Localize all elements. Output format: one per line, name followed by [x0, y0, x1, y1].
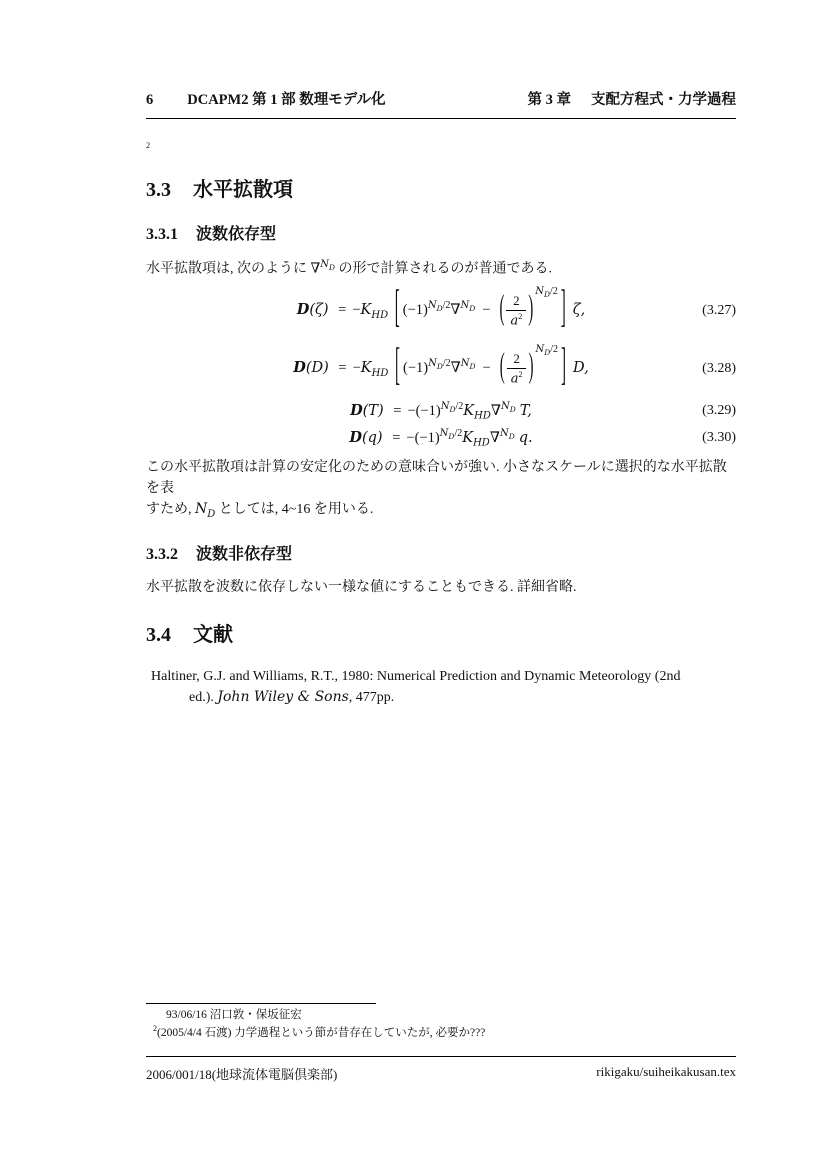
reference-publisher: John Wiley & Sons [217, 689, 349, 706]
page-number: 6 [146, 92, 154, 108]
document-page [146, 88, 736, 708]
page-footer [146, 1056, 736, 1083]
stray-footnote-mark: 2 [146, 141, 151, 150]
subsection-title: 波数依存型 [196, 226, 277, 243]
equation-3-28 [146, 342, 736, 396]
inline-nabla: ∇ [310, 261, 321, 277]
header-part-title: DCAPM2 第 1 部 数理モデル化 [187, 92, 386, 108]
footer-right: rikigaku/suiheikakusan.tex [596, 1064, 736, 1079]
left-paren: ( [499, 291, 505, 328]
subsection-number: 3.3.2 [146, 546, 178, 564]
header-left [146, 88, 385, 109]
script-D: D [349, 428, 362, 446]
equation-math: $D(D) = -K_{HD}$ [ $(-1)^{N_D/2}\nabla^{N_D}$ − ( $\frac{2}{a^2}$ ) $^{N_D/2}$ ] D, [293, 351, 589, 386]
header-chapter: 第 3 章 [527, 92, 571, 108]
fraction: $\frac{2}{a^2}$ [506, 293, 526, 328]
nondependent-paragraph: 水平拡散を波数に依存しない一様な値にすることもできる. 詳細省略. [146, 580, 577, 596]
section-number: 3.3 [146, 179, 171, 201]
script-D: D [350, 401, 363, 419]
equation-number: (3.27) [702, 302, 736, 318]
script-D: D [293, 358, 306, 376]
left-bracket: [ [395, 343, 400, 392]
footer-left: 2006/001/18(地球流体電脳倶楽部) [146, 1067, 338, 1082]
reference-line-2: ed.). John Wiley & Sons, 477pp. [189, 689, 395, 706]
script-D: D [296, 300, 310, 318]
section-title: 文献 [193, 624, 233, 647]
footnote-rule [146, 1003, 376, 1004]
equation-number: (3.28) [702, 360, 736, 376]
fraction: $\frac{2}{a^2}$ [507, 351, 527, 386]
section-3-4-heading [146, 622, 736, 648]
subsection-number: 3.3.1 [146, 226, 178, 243]
right-bracket: ] [560, 285, 566, 334]
stability-line-1: この水平拡散項は計算の安定化のための意味合いが強い. 小さなスケールに選択的な水平拡散を表 [146, 459, 727, 496]
footnote-mark: 2 [153, 1024, 157, 1033]
equation-math: $D(\zeta) = -K_{HD}$ [ $(-1)^{N_D/2}\nabla^{N_D}$ − ( $\frac{2}{a^2}$ ) $^{N_D/2}$ ] ζ, [297, 293, 585, 328]
reference-entry [146, 666, 736, 708]
page-header [146, 88, 736, 119]
section-3-3-heading [146, 177, 736, 203]
stability-line-2: すため, $N_D$ としては, 4~16 を用いる. [146, 500, 374, 520]
header-right [528, 88, 737, 109]
equation-3-29 [146, 400, 736, 423]
right-paren: ) [528, 291, 534, 328]
equation-number: (3.29) [702, 403, 736, 419]
right-paren: ) [528, 349, 534, 386]
equation-3-30 [146, 427, 736, 450]
section-number: 3.4 [146, 624, 171, 647]
left-paren: ( [499, 349, 505, 386]
reference-line-1: Haltiner, G.J. and Williams, R.T., 1980: Numerical Prediction and Dynamic Meteorology (2nd [151, 669, 681, 685]
footnote-line-2: $^2$(2005/4/4 石渡) 力学過程という節が昔存在していたが, 必要か??? [153, 1024, 486, 1039]
footnote-line-1: 93/06/16 沼口敦・保坂征宏 [166, 1009, 302, 1021]
left-bracket: [ [394, 285, 400, 334]
equation-3-27 [146, 284, 736, 338]
equation-math: $D(T) = -(-1)^{N_D/2}K_{HD}\nabla^{N_D}$ T, [350, 400, 532, 422]
subsection-3-3-2-heading [146, 545, 736, 564]
section-title: 水平拡散項 [193, 179, 293, 201]
equation-math: $D(q) = -(-1)^{N_D/2}K_{HD}\nabla^{N_D}$ q. [349, 427, 533, 449]
header-chapter-title: 支配方程式・力学過程 [591, 92, 736, 108]
equation-number: (3.30) [702, 430, 736, 446]
subsection-3-3-1-heading [146, 225, 736, 244]
footnotes [146, 1003, 736, 1040]
stability-paragraph [146, 457, 736, 525]
intro-paragraph: 水平拡散項は, 次のように ∇$^{N_D}$ の形で計算されるのが普通である. [146, 259, 553, 277]
subsection-title: 波数非依存型 [196, 546, 293, 564]
right-bracket: ] [561, 343, 567, 392]
